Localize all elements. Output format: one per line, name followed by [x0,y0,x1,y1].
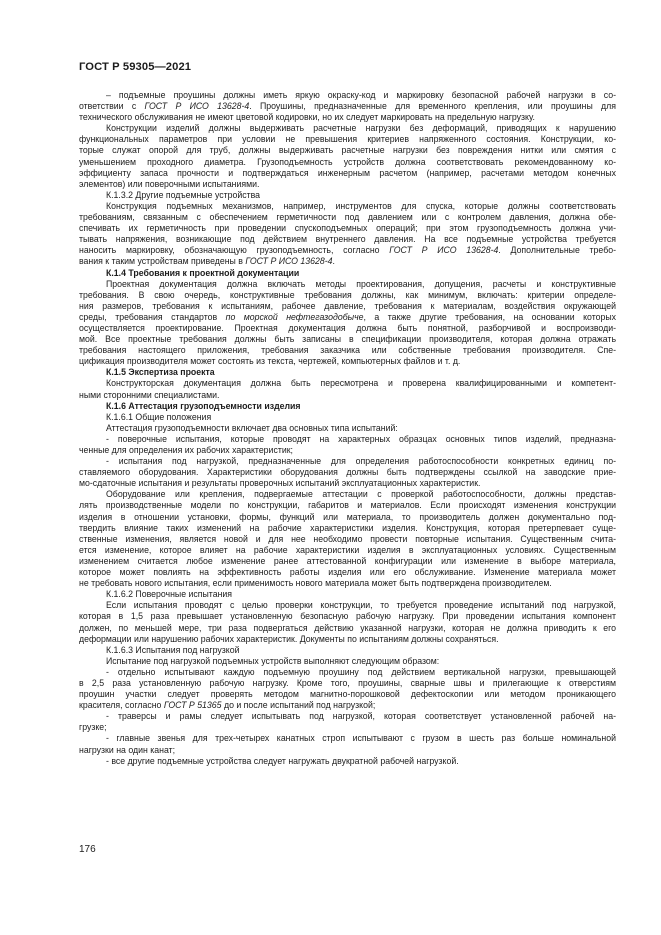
text-line: вания к таким устройствам приведены в ГОСТ Р ИСО 13628-4. [79,256,335,267]
text-line: К.1.6.3 Испытания под нагрузкой [106,644,240,655]
text-line: ется изменение, которое влияет на рабочие характеристики изделия в эксплуатационных условиях. Существенным [79,544,616,555]
text-line: не требовать нового испытания, если применимость нового материала может быть подтверждена производителем. [79,578,552,589]
text-line: в 2,5 раза установленную рабочую нагрузку. Кроме того, проушины, сварные швы и прилегающие к отверстиям [79,677,616,688]
text-line: ченные для определения их рабочих характеристик; [79,445,293,455]
text-line: осуществляется проектирование. Проектная документация должна быть понятной, разборчивой и воспроизводи- [79,322,616,333]
text-line: К.1.3.2 Другие подъемные устройства [106,189,261,200]
text-line: - испытания под нагрузкой, предназначенные для определения работоспособности конкретных единиц по- [106,456,616,467]
text-line: красителя, согласно ГОСТ Р 51365 до и после испытаний под нагрузкой; [79,700,376,711]
text-line: эффициенту запаса прочности и подтверждаться инженерным расчетом (например, расчетами методом конечных [79,167,616,178]
text-line: К.1.6.1 Общие положения [106,411,212,422]
text-line: требования. В свою очередь, конструктивные требования должны, как минимум, включать: критерии определе- [79,289,616,300]
text-line: Конструкция подъемных механизмов, например, инструментов для спуска, которые должны соответствовать [106,200,616,211]
text-line: - поверочные испытания, которые проводят на характерных образцах основных типов изделий, предназна- [106,433,616,444]
text-line: - все другие подъемные устройства следует нагружать двукратной рабочей нагрузкой. [106,755,459,766]
text-line: ставляемого оборудования. Характеристики оборудования должны быть подтверждены ссылкой на заводские прие- [79,467,616,478]
text-line: ными сторонними специалистами. [79,389,220,400]
text-line: мой. Все проектные требования должны быть записаны в спецификации производителя, которая должна отражать [79,334,616,345]
text-line: наносить маркировку, обозначающую грузоподъемность, согласно ГОСТ Р ИСО 13628-4. Дополнительные требо- [79,245,616,256]
text-line: нагрузки на один канат; [79,744,176,755]
text-line: цификация производителя может состоять из текста, чертежей, компьютерных файлов и т. д. [79,356,461,367]
text-line: функциональных параметров при условии не превышения критериев напряженного состояния. Конструкции, ко- [79,134,616,145]
text-line: - траверсы и рамы следует испытывать под нагрузкой, которая соответствует установленной рабочей на- [106,711,616,722]
text-line: элементов) или поверочными испытаниями. [79,178,260,189]
text-line: – подъемные проушины должны иметь яркую окраску-код и маркировку безопасной рабочей нагрузки в со- [106,90,616,100]
text-line: Аттестация грузоподъемности включает два основных типа испытаний: [106,422,398,433]
text-line: должен, по меньшей мере, три раза подвергаться действию указанной нагрузки, которая не должна приводить к его [79,622,616,633]
text-line: мо-сдаточные испытания и результаты проверочных испытаний эксплуатационных характеристик. [79,478,481,489]
text-line: Испытание под нагрузкой подъемных устройств выполняют следующим образом: [106,655,440,666]
text-line: торые служат опорой для труб, должны выдерживать расчетные нагрузки без повреждения нитки или смятия с [79,145,616,156]
text-line: - главные звенья для трех-четырех канатных строп испытывают с грузом в шесть раз больше номинальной [106,733,616,744]
text-line: лять производственные модели по конструкции, габаритов и материалов. Если происходят изменения конструкции [79,500,616,511]
text-line: требования настоящего приложения, требования заказчика или собственные требования производителя. Спе- [79,345,616,356]
page-number: 176 [79,844,96,855]
text-line: которое может повлиять на эффективность работы изделия или его обслуживание. Изменение материала может [79,567,616,578]
text-line: деформации или нарушению рабочих характеристик. Документы по испытаниям должны сохраняться. [79,633,499,644]
text-line: К.1.5 Экспертиза проекта [106,367,215,378]
text-line: Оборудование или крепления, подвергаемые аттестации с проверкой работоспособности, должны представ- [106,489,616,500]
text-line: - отдельно испытывают каждую подъемную проушину под действием вертикальной нагрузки, превышающей [106,666,616,677]
text-line: технического обслуживания не имеют цветовой кодировки, но их следует маркировать на предельную нагрузку. [79,112,535,123]
text-line: ственные изменения, является новой и для нее необходимо провести повторные испытания. Существенным счита- [79,533,616,544]
text-line: изделия в отношении установки, формы, функций или материала, то производитель должен документально под- [79,511,616,522]
text-line: К.1.6.2 Поверочные испытания [106,589,233,600]
text-line: среды, требования стандартов по морской нефтегазодобыче, а также другие требования, на основании которых [79,311,617,322]
text-line: требованиям, связанным с обеспечением герметичности под давлением или с контролем давления, должна обе- [79,212,616,223]
text-line: ответствии с ГОСТ Р ИСО 13628-4. Проушины, предназначенные для временного крепления, или проушины для [79,101,616,112]
text-line: Проектная документация должна включать методы проектирования, допущения, расчеты и конструктивные [106,278,616,289]
document-header: ГОСТ Р 59305—2021 [79,61,192,73]
text-line: спечивать их герметичность при проведении спускоподъемных операций; при этом грузоподъемность должна учи- [79,223,616,234]
text-line: проушин участки следует проверять методом магнитно-порошковой дефектоскопии или методом проникающего [79,689,616,700]
text-line: К.1.4 Требования к проектной документации [106,267,300,278]
document-body [79,90,616,767]
text-line: которая в 1,5 раза превышает установленную безопасную рабочую нагрузку. При проведении испытания компонент [79,611,616,622]
text-line: грузке; [79,722,107,733]
text-line: ния размеров, требования к испытаниям, рабочее давление, требования к материалам, воздействия окружающей [79,300,616,311]
text-line: Конструкции изделий должны выдерживать расчетные нагрузки без деформаций, приводящих к нарушению [106,123,616,134]
text-line: изменением считается любое изменение ранее аттестованной конфигурации или изменение в выборе материала, [79,555,616,566]
text-line: К.1.6 Аттестация грузоподъемности изделия [106,400,301,411]
text-line: Если испытания проводят с целью проверки конструкции, то требуется проведение испытаний под нагрузкой, [106,600,616,611]
text-line: тывать напряжения, возникающие под действием внутреннего давления. На все подъемные устройства требуется [79,234,616,245]
text-line: уменьшением проходного диаметра. Грузоподъемность устройств должна соответствовать рекомендованному ко- [79,156,616,167]
text-line: твердить влияние таких изменений на рабочие характеристики изделия. Конструкция, которая претерпевает суще- [79,522,616,533]
text-line: Конструкторская документация должна быть пересмотрена и проверена квалифицированными и компетент- [106,378,616,389]
